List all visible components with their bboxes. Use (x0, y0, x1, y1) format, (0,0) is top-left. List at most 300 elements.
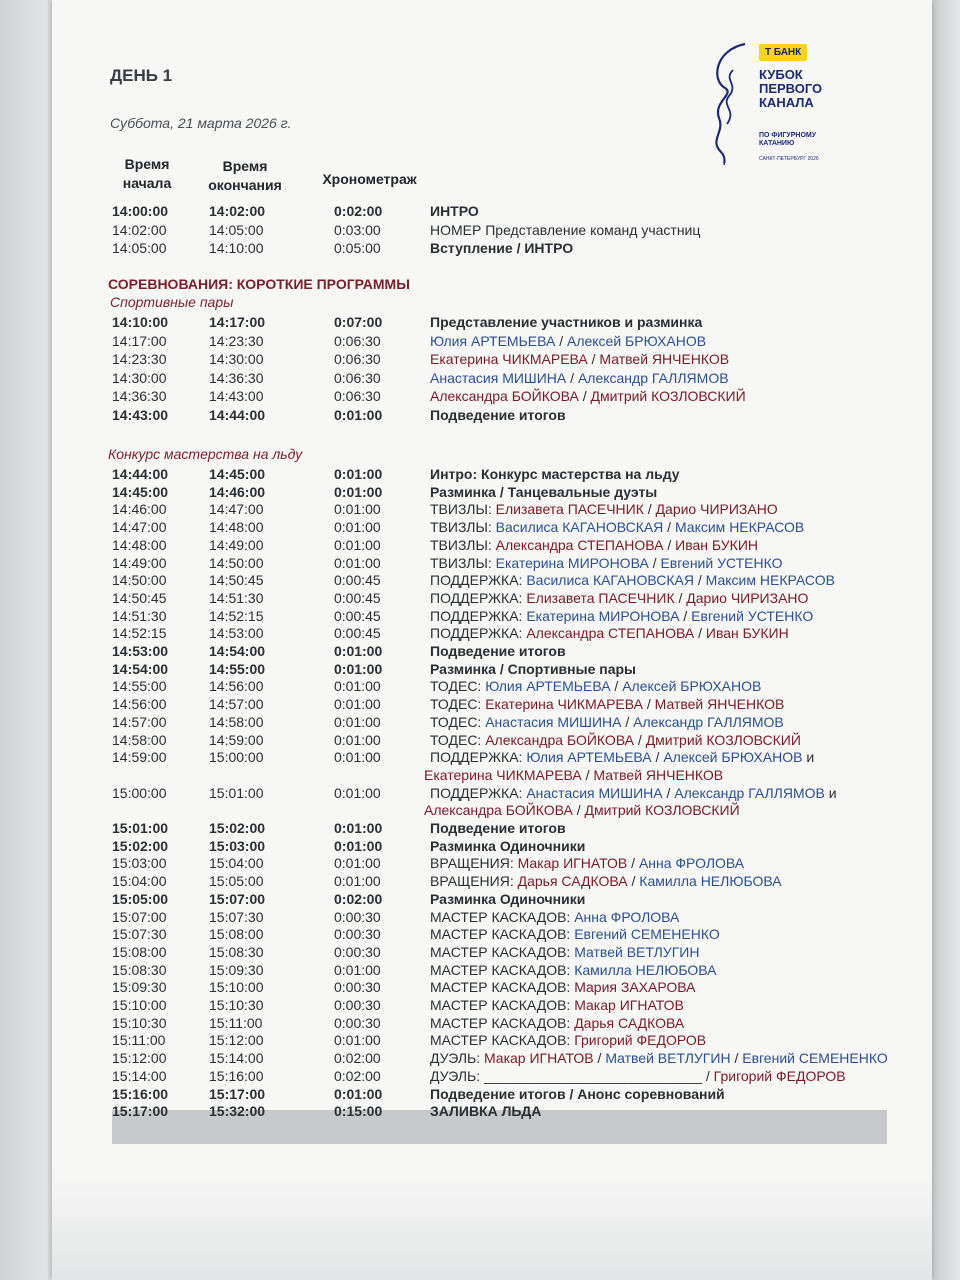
event-title (430, 501, 778, 517)
schedule-row (112, 407, 902, 425)
duration: 0:00:45 (334, 572, 381, 589)
participant-b: Александр ГАЛЛЯМОВ (633, 713, 784, 730)
end-time: 14:44:00 (209, 406, 266, 423)
end-time: 14:50:00 (209, 554, 264, 571)
start-time: 15:14:00 (112, 1067, 167, 1084)
event-title (430, 944, 699, 960)
start-time: 14:10:00 (112, 314, 169, 330)
duration: 0:01:00 (334, 501, 381, 518)
end-time: 15:17:00 (209, 1085, 266, 1102)
schedule-row (112, 767, 902, 785)
schedule-row (112, 838, 902, 856)
date-line: Суббота, 21 марта 2026 г. (110, 115, 292, 131)
participant-a: Анастасия МИШИНА (526, 784, 663, 801)
event-label: ТОДЕС: (430, 696, 486, 713)
schedule-row (112, 519, 902, 537)
duration: 0:00:30 (334, 1014, 381, 1031)
duration: 0:01:00 (334, 820, 383, 836)
event-title (430, 714, 784, 730)
separator: / (648, 554, 661, 571)
event-title (430, 333, 706, 349)
schedule-row (112, 855, 902, 873)
end-time: 15:01:00 (209, 784, 264, 801)
end-time: 15:10:00 (209, 979, 264, 996)
end-time: 14:43:00 (209, 388, 264, 404)
start-time: 14:46:00 (112, 501, 167, 518)
event-label: Подведение итогов (430, 643, 566, 659)
schedule-row (112, 891, 902, 909)
duration: 0:00:30 (334, 943, 381, 960)
paper-shadow (52, 1170, 932, 1280)
event-label: ТОДЕС: (430, 731, 486, 748)
end-time: 14:46:00 (209, 483, 266, 500)
participant-a: Василиса КАГАНОВСКАЯ (495, 519, 664, 536)
end-time: 14:54:00 (209, 643, 266, 659)
event-title (430, 351, 729, 367)
start-time: 14:58:00 (112, 731, 167, 748)
start-time: 14:36:30 (112, 388, 167, 404)
subsection-skills: Конкурс мастерства на льду (108, 446, 303, 462)
event-label: Подведение итогов / Анонс соревнований (430, 1085, 725, 1102)
participant-b: Дарио ЧИРИЗАНО (686, 589, 809, 606)
event-label: ВРАЩЕНИЯ: (430, 873, 518, 890)
duration: 0:01:00 (334, 536, 381, 553)
duration: 0:01:00 (334, 961, 381, 978)
separator: / (679, 607, 692, 624)
duration: 0:01:00 (334, 1085, 383, 1102)
event-label: Интро: Конкурс мастерства на льду (430, 466, 680, 482)
schedule-row (112, 749, 902, 767)
bank-badge: Т БАНК (759, 44, 807, 61)
event-label: МАСТЕР КАСКАДОВ: (430, 1014, 575, 1031)
start-time: 14:45:00 (112, 483, 169, 500)
schedule-row (112, 696, 902, 714)
cup-logo (705, 40, 845, 170)
separator: / (662, 784, 675, 801)
cup-title: КУБОК ПЕРВОГО КАНАЛА (759, 67, 823, 110)
start-time: 15:08:30 (112, 961, 167, 978)
participant-a: Григорий ФЕДОРОВ (574, 1032, 707, 1049)
start-time: 14:23:30 (112, 351, 167, 367)
start-time: 14:47:00 (112, 519, 167, 536)
schedule-row (112, 240, 902, 258)
schedule-row (112, 785, 902, 803)
separator: / (694, 625, 706, 642)
participant-a: Юлия АРТЕМЬЕВА (485, 678, 611, 695)
schedule-row (112, 1050, 902, 1068)
end-time: 15:03:00 (209, 837, 266, 854)
start-time: 15:08:00 (112, 943, 167, 960)
duration: 0:01:00 (334, 873, 381, 890)
subsection-pairs: Спортивные пары (110, 294, 234, 310)
schedule-row (112, 997, 902, 1015)
event-label: Представление участников и разминка (430, 314, 703, 330)
duration: 0:05:00 (334, 240, 381, 256)
participant-a: Екатерина МИРОНОВА (526, 607, 680, 624)
separator: / (593, 1050, 606, 1067)
participant-a: Мария ЗАХАРОВА (574, 979, 696, 996)
event-title (430, 608, 813, 624)
end-time: 15:08:00 (209, 926, 264, 943)
duration: 0:06:30 (334, 351, 381, 367)
event-label: ПОДДЕРЖКА: (430, 572, 527, 589)
participant-b: Камилла НЕЛЮБОВА (639, 873, 782, 890)
start-time: 14:02:00 (112, 221, 167, 238)
event-label: ТВИЗЛЫ: (430, 501, 496, 518)
event-label: МАСТЕР КАСКАДОВ: (430, 961, 575, 978)
separator: / (578, 388, 591, 404)
event-title (430, 519, 804, 535)
duration: 0:02:00 (334, 1067, 381, 1084)
end-time: 14:17:00 (209, 314, 266, 330)
event-label: ПОДДЕРЖКА: (430, 749, 527, 766)
end-time: 14:53:00 (209, 625, 264, 642)
conjunction: и (824, 784, 837, 801)
schedule-row (112, 1086, 902, 1104)
schedule-row (112, 926, 902, 944)
participant-a: Камилла НЕЛЮБОВА (574, 961, 717, 978)
end-time: 14:56:00 (209, 678, 264, 695)
event-title (430, 678, 761, 694)
event-label: ИНТРО (430, 203, 479, 219)
event-title (430, 240, 573, 256)
event-label: МАСТЕР КАСКАДОВ: (430, 926, 575, 943)
event-label: МАСТЕР КАСКАДОВ: (430, 943, 575, 960)
participant-b: Григорий ФЕДОРОВ (713, 1067, 846, 1084)
event-title (430, 222, 700, 238)
event-label: МАСТЕР КАСКАДОВ: (430, 979, 575, 996)
schedule-row (112, 388, 902, 406)
start-time: 15:07:30 (112, 926, 167, 943)
participant-c: Евгений СЕМЕНЕНКО (742, 1050, 888, 1067)
separator: / (663, 519, 675, 536)
event-label: ВРАЩЕНИЯ: (430, 855, 518, 872)
start-time: 15:01:00 (112, 820, 169, 836)
event-label: МАСТЕР КАСКАДОВ: (430, 908, 575, 925)
schedule-row (112, 944, 902, 962)
participant-b: Дмитрий КОЗЛОВСКИЙ (590, 388, 746, 404)
signature-mark-icon (705, 40, 753, 165)
event-title (430, 388, 746, 404)
start-time: 14:30:00 (112, 369, 167, 386)
participant-b: Евгений УСТЕНКО (660, 554, 783, 571)
duration: 0:01:00 (334, 660, 383, 677)
participant-a: Екатерина ЧИКМАРЕВА (424, 766, 582, 783)
end-time: 14:55:00 (209, 660, 266, 677)
separator: / (566, 369, 578, 386)
schedule-row (112, 1015, 902, 1033)
end-time: 15:08:30 (209, 943, 264, 960)
schedule-row (112, 203, 902, 221)
schedule-row (112, 1032, 902, 1050)
start-time: 14:44:00 (112, 466, 169, 482)
duration: 0:01:00 (334, 466, 383, 482)
column-header-start: Время начала (122, 156, 172, 191)
separator: / (572, 802, 585, 819)
duration: 0:01:00 (334, 483, 383, 500)
column-header-end: Время окончания (208, 158, 282, 193)
event-label: ТОДЕС: (430, 713, 486, 730)
end-time: 15:14:00 (209, 1050, 264, 1067)
separator: / (674, 589, 687, 606)
event-label: Разминка Одиночники (430, 890, 586, 907)
event-label: МАСТЕР КАСКАДОВ: (430, 997, 575, 1013)
end-time: 15:10:30 (209, 997, 264, 1013)
duration: 0:06:30 (334, 388, 381, 404)
event-title (430, 732, 801, 748)
end-time: 14:10:00 (209, 240, 264, 256)
separator: / (694, 572, 706, 589)
end-time: 14:51:30 (209, 589, 264, 606)
schedule-row (112, 802, 902, 820)
start-time: 15:10:00 (112, 997, 167, 1013)
schedule-row (112, 873, 902, 891)
event-label: ТВИЗЛЫ: (430, 554, 496, 571)
event-label: ТОДЕС: (430, 678, 486, 695)
event-label: Разминка / Танцевальные дуэты (430, 483, 658, 500)
event-title (430, 661, 636, 677)
start-time: 14:17:00 (112, 332, 167, 349)
duration: 0:01:00 (334, 749, 381, 766)
end-time: 15:00:00 (209, 749, 264, 766)
event-title (430, 997, 684, 1013)
separator: / (581, 766, 594, 783)
participant-a: Александра СТЕПАНОВА (526, 625, 695, 642)
event-title (430, 1068, 846, 1084)
event-title (430, 1103, 541, 1119)
cup-subtitle: ПО ФИГУРНОМУ КАТАНИЮ (759, 132, 817, 147)
end-time: 15:04:00 (209, 855, 264, 872)
end-time: 15:02:00 (209, 820, 266, 836)
schedule-row (112, 909, 902, 927)
start-time: 14:43:00 (112, 406, 169, 423)
start-time: 15:04:00 (112, 873, 167, 890)
schedule-row (112, 714, 902, 732)
event-title (430, 314, 702, 330)
start-time: 15:09:30 (112, 979, 167, 996)
start-time: 14:59:00 (112, 749, 167, 766)
event-label: ПОДДЕРЖКА: (430, 625, 527, 642)
event-title (430, 537, 758, 553)
start-time: 14:53:00 (112, 643, 169, 659)
start-time: 15:17:00 (112, 1103, 169, 1120)
event-title (430, 407, 566, 423)
duration: 0:07:00 (334, 314, 383, 330)
start-time: 15:16:00 (112, 1085, 169, 1102)
participant-b: Максим НЕКРАСОВ (705, 572, 835, 589)
schedule-row (112, 572, 902, 590)
wall-right (930, 0, 960, 1280)
duration: 0:02:00 (334, 890, 383, 907)
participant-a: Василиса КАГАНОВСКАЯ (526, 572, 694, 589)
end-time: 14:52:15 (209, 607, 264, 624)
start-time: 15:10:30 (112, 1014, 167, 1031)
schedule-row (112, 625, 902, 643)
event-label: НОМЕР Представление команд участниц (430, 221, 701, 238)
event-title (430, 203, 479, 219)
schedule-row (112, 979, 902, 997)
participant-a: Александра БОЙКОВА (485, 731, 635, 748)
participant-b: Анна ФРОЛОВА (638, 855, 745, 872)
participant-a: Макар ИГНАТОВ (574, 997, 684, 1013)
event-title (430, 979, 696, 995)
separator: / (610, 678, 623, 695)
participant-a: Юлия АРТЕМЬЕВА (430, 332, 556, 349)
start-time: 14:00:00 (112, 203, 169, 219)
end-time: 14:59:00 (209, 731, 264, 748)
separator: / (702, 1067, 714, 1084)
event-title (430, 370, 729, 386)
participant-a: Дарья САДКОВА (574, 1014, 685, 1031)
end-time: 14:02:00 (209, 203, 266, 219)
participant-a: Екатерина ЧИКМАРЕВА (485, 696, 643, 713)
event-title (430, 873, 782, 889)
duration: 0:00:30 (334, 908, 381, 925)
end-time: 14:57:00 (209, 696, 264, 713)
duration: 0:01:00 (334, 855, 381, 872)
start-time: 15:02:00 (112, 837, 169, 854)
duration: 0:01:00 (334, 696, 381, 713)
cup-city: САНКТ-ПЕТЕРБУРГ 2026 (759, 156, 819, 162)
separator: / (643, 501, 656, 518)
event-label: ПОДДЕРЖКА: (430, 589, 527, 606)
participant-b: Матвей ВЕТЛУГИН (605, 1050, 731, 1067)
end-time: 15:05:00 (209, 873, 264, 890)
schedule-row (112, 590, 902, 608)
event-title (430, 590, 808, 606)
participant-a: Макар ИГНАТОВ (483, 1050, 594, 1067)
schedule-row (112, 351, 902, 369)
schedule-row (112, 370, 902, 388)
schedule-row (112, 962, 902, 980)
participant-a: Елизавета ПАСЕЧНИК (495, 501, 644, 518)
participant-a: Анастасия МИШИНА (430, 369, 567, 386)
participant-b: Матвей ЯНЧЕНКОВ (599, 351, 730, 367)
end-time: 14:58:00 (209, 713, 264, 730)
participant-a: Александра СТЕПАНОВА (495, 536, 664, 553)
participant-a: Александра БОЙКОВА (430, 388, 579, 404)
schedule-row (112, 555, 902, 573)
separator: / (627, 873, 640, 890)
end-time: 15:11:00 (209, 1014, 263, 1031)
event-title (424, 802, 740, 818)
event-title (430, 962, 717, 978)
end-time: 14:50:45 (209, 572, 264, 589)
separator: / (663, 536, 676, 553)
day-title: ДЕНЬ 1 (110, 66, 173, 85)
event-label: Подведение итогов (430, 820, 566, 836)
end-time: 15:07:30 (209, 908, 264, 925)
duration: 0:01:00 (334, 784, 381, 801)
separator: / (555, 332, 567, 349)
event-title (430, 785, 837, 801)
participant-b: Евгений УСТЕНКО (691, 607, 814, 624)
duration: 0:01:00 (334, 837, 383, 854)
participant-a: Евгений СЕМЕНЕНКО (574, 926, 720, 943)
duration: 0:15:00 (334, 1103, 383, 1120)
schedule-row (112, 661, 902, 679)
separator: / (587, 351, 600, 367)
schedule-row (112, 537, 902, 555)
event-label: ПОДДЕРЖКА: (430, 607, 527, 624)
duration: 0:01:00 (334, 406, 383, 423)
participant-b: Матвей ЯНЧЕНКОВ (593, 766, 724, 783)
participant-b: Максим НЕКРАСОВ (674, 519, 805, 536)
schedule-row (112, 643, 902, 661)
separator: / (651, 749, 664, 766)
event-title (430, 466, 680, 482)
participant-b: Алексей БРЮХАНОВ (566, 332, 707, 349)
separator: / (627, 855, 639, 872)
start-time: 14:55:00 (112, 678, 167, 695)
section-short-programs: СОРЕВНОВАНИЯ: КОРОТКИЕ ПРОГРАММЫ (108, 276, 410, 292)
separator: / (621, 713, 634, 730)
end-time: 15:07:00 (209, 890, 266, 907)
duration: 0:01:00 (334, 731, 381, 748)
participant-b: Дмитрий КОЗЛОВСКИЙ (584, 802, 740, 819)
event-title (424, 767, 723, 783)
duration: 0:01:00 (334, 519, 381, 536)
schedule-row (112, 1068, 902, 1086)
duration: 0:00:45 (334, 589, 381, 606)
schedule-row (112, 314, 902, 332)
start-time: 14:49:00 (112, 554, 167, 571)
start-time: 14:56:00 (112, 696, 167, 713)
participant-b: Алексей БРЮХАНОВ (663, 749, 803, 766)
participant-b: Алексей БРЮХАНОВ (622, 678, 762, 695)
start-time: 15:05:00 (112, 890, 169, 907)
start-time: 14:52:15 (112, 625, 167, 642)
event-label: ЗАЛИВКА ЛЬДА (430, 1103, 542, 1120)
participant-b: Александр ГАЛЛЯМОВ (577, 369, 729, 386)
start-time: 14:51:30 (112, 607, 167, 624)
duration: 0:00:30 (334, 926, 381, 943)
participant-a: Матвей ВЕТЛУГИН (574, 943, 700, 960)
event-title (430, 625, 789, 641)
participant-b: Александр ГАЛЛЯМОВ (674, 784, 825, 801)
schedule-row (112, 678, 902, 696)
participant-b: Дмитрий КОЗЛОВСКИЙ (645, 731, 801, 748)
event-title (430, 926, 720, 942)
start-time: 15:03:00 (112, 855, 167, 872)
participant-b: Дарио ЧИРИЗАНО (655, 501, 778, 518)
end-time: 14:05:00 (209, 221, 264, 238)
end-time: 15:12:00 (209, 1032, 264, 1049)
event-title (430, 643, 566, 659)
event-title (430, 1050, 888, 1066)
start-time: 15:00:00 (112, 784, 167, 801)
participant-a: Анастасия МИШИНА (485, 713, 622, 730)
end-time: 14:23:30 (209, 332, 264, 349)
event-title (430, 909, 679, 925)
start-time: 15:07:00 (112, 908, 167, 925)
event-label: Вступление / ИНТРО (430, 240, 574, 256)
duration: 0:02:00 (334, 1050, 381, 1067)
event-title (430, 1015, 684, 1031)
event-title (430, 855, 744, 871)
start-time: 14:48:00 (112, 536, 167, 553)
schedule-row (112, 333, 902, 351)
conjunction: и (802, 749, 815, 766)
duration: 0:00:45 (334, 625, 381, 642)
end-time: 15:16:00 (209, 1067, 264, 1084)
event-label: МАСТЕР КАСКАДОВ: (430, 1032, 575, 1049)
duration: 0:03:00 (334, 221, 381, 238)
event-label: Разминка Одиночники (430, 837, 586, 854)
start-time: 15:12:00 (112, 1050, 167, 1067)
event-label: ПОДДЕРЖКА: (430, 784, 527, 801)
event-title (430, 1086, 725, 1102)
